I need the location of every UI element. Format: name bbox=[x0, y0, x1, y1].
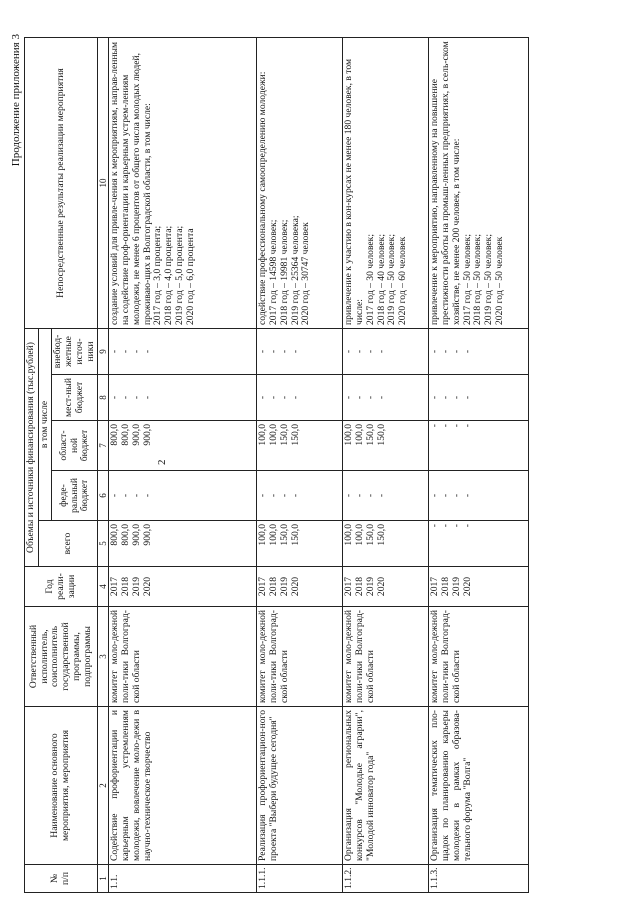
table-row bbox=[109, 37, 257, 892]
local-funding: - - - - bbox=[257, 375, 343, 421]
header-total: всего bbox=[38, 521, 98, 567]
col-number: 4 bbox=[98, 567, 109, 607]
years: 2017 2018 2019 2020 bbox=[109, 567, 257, 607]
header-extra: внебюд-жетные источ-ники bbox=[52, 328, 98, 374]
years: 2017 2018 2019 2020 bbox=[343, 567, 429, 607]
executor: комитет моло-дежной поли-тики Волгоград-ской области bbox=[109, 607, 257, 707]
row-number: 1.1.2. bbox=[343, 865, 429, 893]
total-funding: 100,0 100,0 150,0 150,0 bbox=[343, 521, 429, 567]
results: привлечение к участию в кон-курсах не менее 180 человек, в том числе: 2017 год – 30 человек; 2018 год – 40 человек; 2019 год – 50 человек; 2020 год – 60 человек bbox=[343, 37, 429, 328]
header-including: в том числе bbox=[38, 328, 52, 520]
regional-funding: 800,0 800,0 900,0 900,0 bbox=[109, 421, 257, 471]
years: 2017 2018 2019 2020 bbox=[257, 567, 343, 607]
program-table bbox=[24, 37, 529, 893]
continuation-caption: Продолжение приложения 3 bbox=[10, 34, 22, 167]
extra-funding: - - - - bbox=[257, 328, 343, 374]
extra-funding: - - - - bbox=[429, 328, 529, 374]
col-number: 3 bbox=[98, 607, 109, 707]
executor: комитет моло-дежной поли-тики Волгоград-ской области bbox=[429, 607, 529, 707]
header-regional: област-ной бюджет bbox=[52, 421, 98, 471]
results: привлечение к мероприятию, направленному на повышение престижности работы на промыш-ленных предприятиях, в сель-ском хозяйстве, не менее 200 человек, в том числе: 2017 год – 50 человек; 2018 год – 50 человек; 2019 год – 50 человек; 2020 год – 50 человек bbox=[429, 37, 529, 328]
col-number: 6 bbox=[98, 471, 109, 521]
total-funding: 100,0 100,0 150,0 150,0 bbox=[257, 521, 343, 567]
measure-name: Содействие профориентации и карьерным устремлениям молодежи, вовлечение моло-дежи в научно-техническое творчество bbox=[109, 707, 257, 865]
total-funding: - - - - bbox=[429, 521, 529, 567]
header-name: Наименование основного мероприятия, мероприятия bbox=[25, 707, 98, 865]
row-number: 1.1.1. bbox=[257, 865, 343, 893]
table-row bbox=[257, 37, 343, 892]
col-number: 2 bbox=[98, 707, 109, 865]
header-executor: Ответственный исполнитель, соисполнитель государственной программы, подпрограммы bbox=[25, 607, 98, 707]
regional-funding: - - - - bbox=[429, 421, 529, 471]
row-number: 1.1.3. bbox=[429, 865, 529, 893]
table-row bbox=[343, 37, 429, 892]
col-number: 8 bbox=[98, 375, 109, 421]
federal-funding: - - - - bbox=[257, 471, 343, 521]
federal-funding: - - - - bbox=[109, 471, 257, 521]
extra-funding: - - - - bbox=[109, 328, 257, 374]
header-year: Год реали-зации bbox=[25, 567, 98, 607]
measure-name: Организация тематических пло-щадок по планированию карьеры молодежи в рамках образова-тельного форума "Волга" bbox=[429, 707, 529, 865]
measure-name: Организация региональных конкурсов "Молодые аграрии", "Молодой инноватор года" bbox=[343, 707, 429, 865]
row-number: 1.1. bbox=[109, 865, 257, 893]
federal-funding: - - - - bbox=[429, 471, 529, 521]
table-row bbox=[429, 37, 529, 892]
local-funding: - - - - bbox=[343, 375, 429, 421]
header-federal: феде-ральный бюджет bbox=[52, 471, 98, 521]
local-funding: - - - - bbox=[109, 375, 257, 421]
header-results: Непосредственные результаты реализации мероприятия bbox=[25, 37, 98, 328]
header-no: № п/п bbox=[25, 865, 98, 893]
header-row-1 bbox=[25, 37, 39, 892]
results: содействие профессиональному самоопределению молодежи: 2017 год – 14598 человек; 2018 год – 19981 человек; 2019 год – 25364 человека; 2020 год – 30747 человек bbox=[257, 37, 343, 328]
extra-funding: - - - - bbox=[343, 328, 429, 374]
measure-name: Реализация профориентацион-ного проекта "Выбери будущее сегодня" bbox=[257, 707, 343, 865]
executor: комитет моло-дежной поли-тики Волгоград-ской области bbox=[343, 607, 429, 707]
local-funding: - - - - bbox=[429, 375, 529, 421]
federal-funding: - - - - bbox=[343, 471, 429, 521]
header-local: мест-ный бюджет bbox=[52, 375, 98, 421]
col-number: 1 bbox=[98, 865, 109, 893]
col-number: 7 bbox=[98, 421, 109, 471]
years: 2017 2018 2019 2020 bbox=[429, 567, 529, 607]
page-number: 2 bbox=[156, 459, 168, 465]
regional-funding: 100,0 100,0 150,0 150,0 bbox=[257, 421, 343, 471]
header-volumes: Объемы и источники финансирования (тыс.рублей) bbox=[25, 328, 39, 566]
executor: комитет моло-дежной поли-тики Волгоград-ской области bbox=[257, 607, 343, 707]
col-number: 9 bbox=[98, 328, 109, 374]
regional-funding: 100,0 100,0 150,0 150,0 bbox=[343, 421, 429, 471]
col-number: 5 bbox=[98, 521, 109, 567]
col-number: 10 bbox=[98, 37, 109, 328]
total-funding: 800,0 800,0 900,0 900,0 bbox=[109, 521, 257, 567]
results: создание условий для привле-чения к мероприятиям, направ-ленным на содействие проф-ориентации и карьерным устрем-лениям молодежи, не менее 6 процентов от общего числа молодых людей, проживаю-щих в Волгоградской области, в том числе: 2017 год – 3,0 процента; 2018 год – 4,0 процента; 2019 год – 5,0 процента; 2020 год – 6,0 процента bbox=[109, 37, 257, 328]
column-number-row bbox=[98, 37, 109, 892]
